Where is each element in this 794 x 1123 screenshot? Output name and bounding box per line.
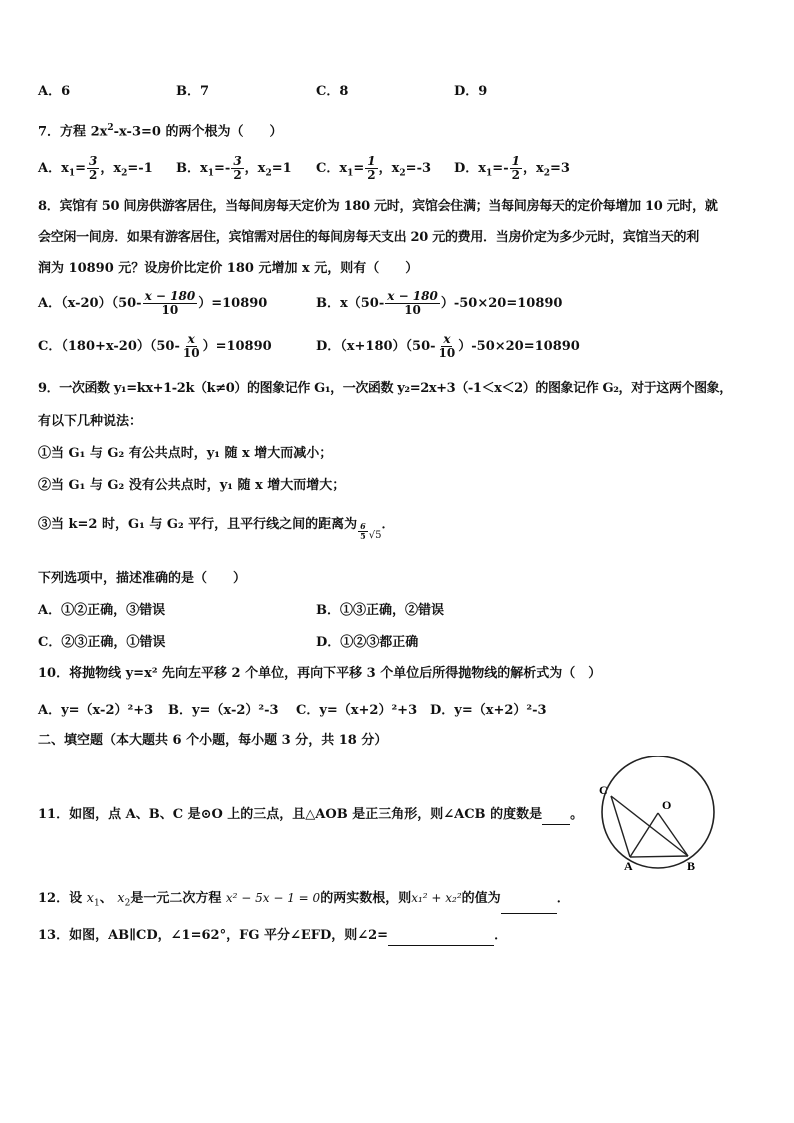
q10-stem: 10．将抛物线 y=x² 先向左平移 2 个单位，再向下平移 3 个单位后所得抛物线的解析式为（ ） bbox=[38, 666, 602, 681]
q9-statement-2: ②当 G₁ 与 G₂ 没有公共点时，y₁ 随 x 增大而增大； bbox=[38, 478, 346, 493]
q11-stem: 11．如图，点 A、B、C 是⊙O 上的三点，且△AOB 是正三角形，则∠ACB 的度数是 。 bbox=[38, 805, 583, 825]
segment-ab bbox=[630, 856, 688, 857]
q9-option-b: B．①③正确，②错误 bbox=[316, 603, 444, 618]
q8-stem-line3: 润为 10890 元？设房价比定价 180 元增加 x 元，则有（ ） bbox=[38, 261, 419, 276]
q8-option-a: A．（x-20）（50- $\frac{x - 180}{10}$ ）=10890 bbox=[38, 289, 268, 317]
circle-figure bbox=[592, 756, 724, 874]
q13-answer-blank bbox=[388, 931, 494, 946]
q8-option-d: D．（x+180）（50- $\frac{x}{10}$ ）-50×20=10890 bbox=[316, 332, 580, 360]
q9-stem-line1: 9．一次函数 y₁=kx+1-2k（k≠0）的图象记作 G₁，一次函数 y₂=2x+3（-1＜x＜2）的图象记作 G₂，对于这两个图象， bbox=[38, 381, 732, 396]
q9-prompt: 下列选项中，描述准确的是（ ） bbox=[38, 571, 247, 586]
q6-option-b: B．7 bbox=[176, 84, 210, 99]
segment-oa bbox=[630, 813, 658, 857]
q8-option-b: B．x（50- $\frac{x - 180}{10}$ ）-50×20=10890 bbox=[316, 289, 563, 317]
q7-option-a: A．$x_1=$ $\frac{3}{2}$ ，$x_2=-1$ bbox=[38, 154, 153, 182]
q9-option-a: A．①②正确，③错误 bbox=[38, 603, 166, 618]
q12-answer-blank bbox=[501, 899, 557, 914]
q6-option-c: C．8 bbox=[316, 84, 349, 99]
q10-option-d: D．y=（x+2）²-3 bbox=[430, 703, 547, 718]
q10-option-b: B．y=（x-2）²-3 bbox=[168, 703, 279, 718]
q8-option-c: C．（180+x-20）（50- $\frac{x}{10}$ ）=10890 bbox=[38, 332, 272, 360]
q9-statement-3: ③当 k=2 时，G₁ 与 G₂ 平行，且平行线之间的距离为 $\frac{6}{5}$ $_{√5}$． bbox=[38, 517, 395, 541]
q7-option-c: C．$x_1=$ $\frac{1}{2}$ ，$x_2=-3$ bbox=[316, 154, 432, 182]
q7-option-d: D．$x_1=-$ $\frac{1}{2}$ ，$x_2=3$ bbox=[454, 154, 570, 182]
q11-answer-blank bbox=[542, 810, 570, 825]
q8-stem-line1: 8．宾馆有 50 间房供游客居住，当每间房每天定价为 180 元时，宾馆会住满；当每间房每天的定价每增加 10 元时，就 bbox=[38, 199, 718, 214]
section-heading: 二、填空题（本大题共 6 个小题，每小题 3 分，共 18 分） bbox=[38, 733, 388, 748]
segment-ob bbox=[658, 813, 688, 856]
q9-option-d: D．①②③都正确 bbox=[316, 635, 419, 650]
circle-o bbox=[602, 756, 714, 868]
q10-option-a: A．y=（x-2）²+3 bbox=[38, 703, 154, 718]
q8-stem-line2: 会空闲一间房．如果有游客居住，宾馆需对居住的每间房每天支出 20 元的费用．当房价定为多少元时，宾馆当天的利 bbox=[38, 230, 699, 245]
q9-option-c: C．②③正确，①错误 bbox=[38, 635, 166, 650]
label-o: O bbox=[662, 798, 672, 812]
label-a: A bbox=[624, 859, 633, 873]
label-c: C bbox=[599, 783, 608, 797]
q13-stem: 13．如图，AB∥CD，∠1=62°，FG 平分∠EFD，则∠2= ． bbox=[38, 926, 507, 946]
q7-option-b: B．$x_1=-$ $\frac{3}{2}$ ，$x_2=1$ bbox=[176, 154, 292, 182]
segment-ca bbox=[611, 796, 630, 857]
q7-stem: 7．方程 $2x^2-x-3=0$ 的两个根为（ ） bbox=[38, 123, 283, 140]
label-b: B bbox=[687, 859, 696, 873]
q9-stem-line2: 有以下几种说法： bbox=[38, 414, 143, 429]
q12-stem: 12．设 $x_1$、 $x_2$是一元二次方程 x² − 5x − 1 = 0的两实数根，则x₁² + x₂²的值为 ． bbox=[38, 888, 570, 914]
q9-statement-1: ①当 G₁ 与 G₂ 有公共点时，y₁ 随 x 增大而减小； bbox=[38, 446, 333, 461]
q10-option-c: C．y=（x+2）²+3 bbox=[296, 703, 418, 718]
q6-option-d: D．9 bbox=[454, 84, 488, 99]
q6-option-a: A．6 bbox=[38, 84, 71, 99]
